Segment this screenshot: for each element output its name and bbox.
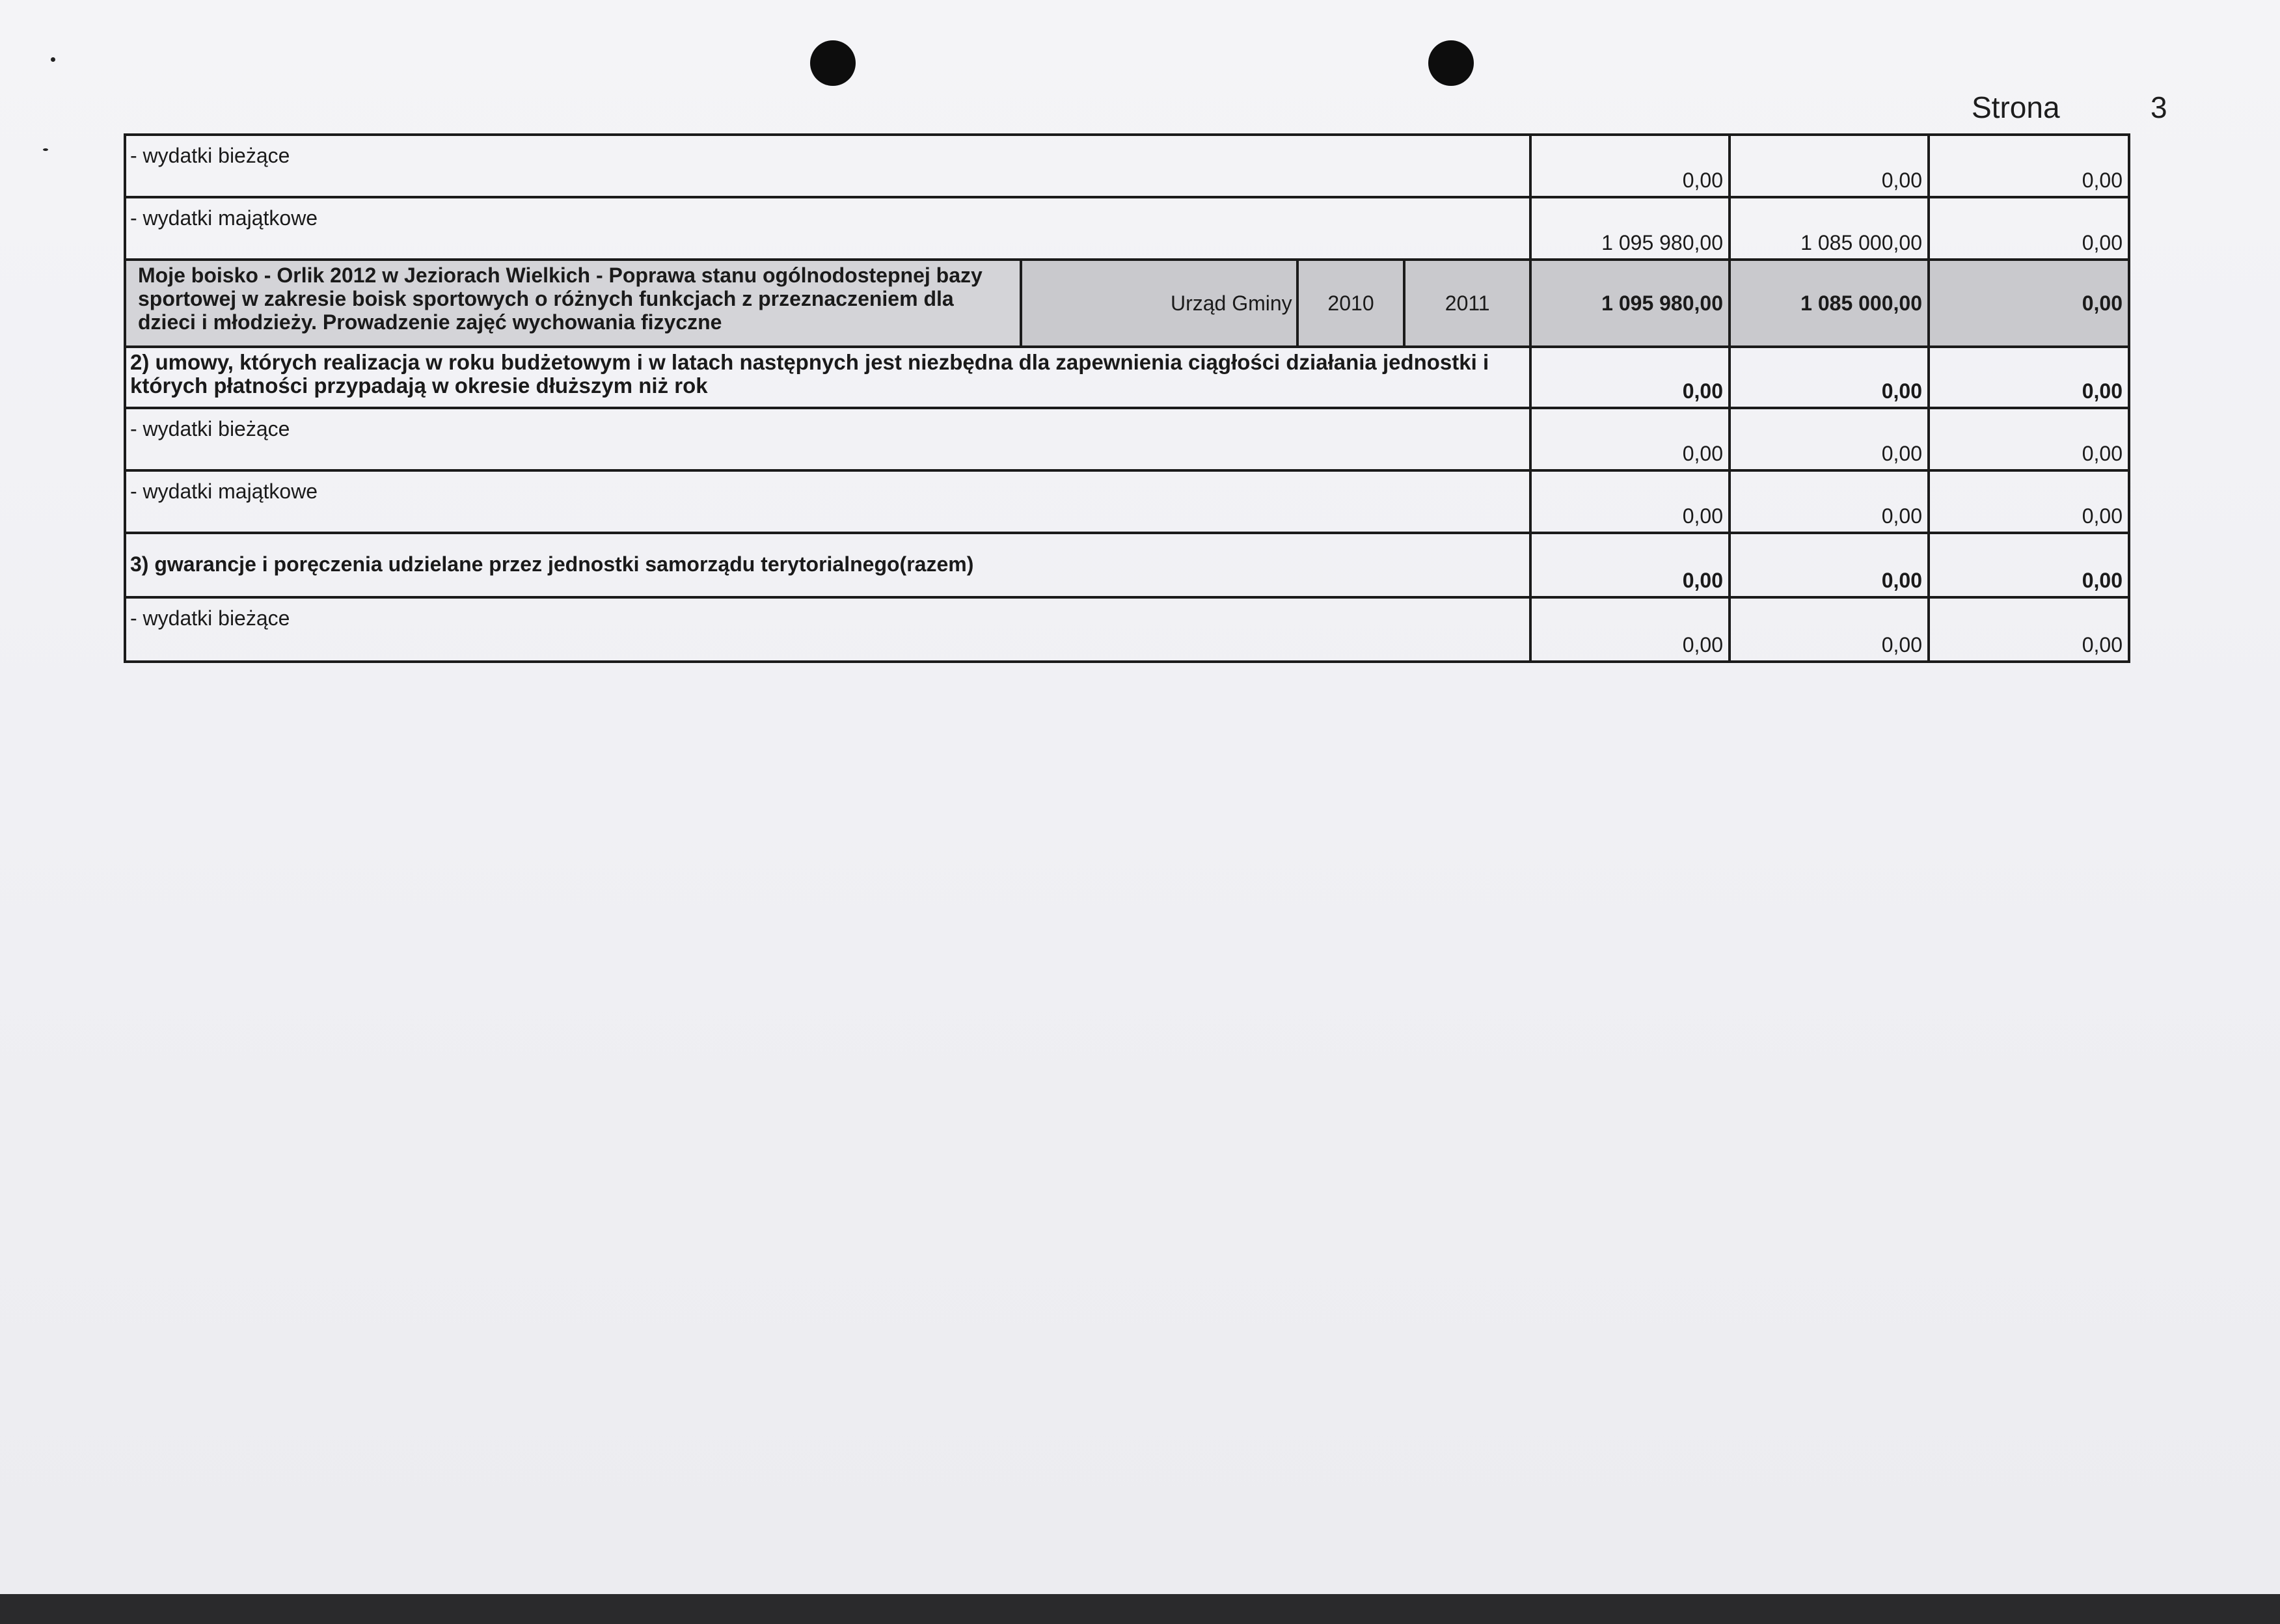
value-cell: 0,00: [1930, 534, 2130, 596]
scanner-bed-edge: [0, 1594, 2280, 1624]
table-row: [126, 348, 2130, 409]
row-label: - wydatki bieżące: [126, 409, 1532, 469]
scan-speck: [51, 57, 55, 62]
row-label: - wydatki bieżące: [126, 599, 1532, 660]
table-row: [126, 534, 2130, 599]
scan-speck: [43, 148, 48, 151]
page-number: [1972, 90, 2167, 125]
table-row: [126, 198, 2130, 261]
value-cell: 0,00: [1930, 409, 2130, 469]
value-cell: 0,00: [1930, 198, 2130, 258]
value-cell: 0,00: [1930, 472, 2130, 532]
table-row: [126, 136, 2130, 198]
value-cell: 1 085 000,00: [1731, 261, 1930, 345]
value-cell: 0,00: [1532, 472, 1731, 532]
row-label: 3) gwarancje i poręczenia udzielane przez jednostki samorządu terytorialnego(razem): [126, 534, 1532, 596]
punch-hole-right: [1428, 40, 1474, 86]
value-cell: 0,00: [1532, 409, 1731, 469]
value-cell: 0,00: [1532, 599, 1731, 660]
expenditure-table: [124, 133, 2130, 663]
value-cell: 0,00: [1731, 409, 1930, 469]
task-year-start: 2010: [1299, 261, 1406, 345]
page-number-value: 3: [2151, 90, 2167, 124]
value-cell: 0,00: [1731, 599, 1930, 660]
table-row: [126, 599, 2130, 663]
value-cell: 0,00: [1532, 348, 1731, 407]
value-cell: 1 095 980,00: [1532, 261, 1731, 345]
value-cell: 0,00: [1731, 534, 1930, 596]
punch-hole-left: [810, 40, 856, 86]
value-cell: 0,00: [1930, 348, 2130, 407]
table-row: [126, 472, 2130, 534]
task-unit: Urząd Gminy: [1022, 261, 1298, 345]
value-cell: 0,00: [1930, 136, 2130, 196]
value-cell: 1 095 980,00: [1532, 198, 1731, 258]
value-cell: 0,00: [1731, 136, 1930, 196]
value-cell: 0,00: [1731, 348, 1930, 407]
task-year-end: 2011: [1405, 261, 1529, 345]
value-cell: 0,00: [1731, 472, 1930, 532]
row-label: - wydatki majątkowe: [126, 472, 1532, 532]
row-label: 2) umowy, których realizacja w roku budżetowym i w latach następnych jest niezbędna dla zapewnienia ciągłości działania jednostki i których płatności przypadają w okresie dłuższym niż rok: [126, 348, 1532, 407]
task-row: [126, 261, 2130, 348]
value-cell: 0,00: [1930, 599, 2130, 660]
table-row: [126, 409, 2130, 472]
row-label: - wydatki bieżące: [126, 136, 1532, 196]
value-cell: 0,00: [1532, 534, 1731, 596]
row-label: - wydatki majątkowe: [126, 198, 1532, 258]
task-details: [126, 261, 1532, 345]
value-cell: 1 085 000,00: [1731, 198, 1930, 258]
value-cell: 0,00: [1930, 261, 2130, 345]
value-cell: 0,00: [1532, 136, 1731, 196]
page-label: Strona: [1972, 90, 2060, 124]
task-name: Moje boisko - Orlik 2012 w Jeziorach Wielkich - Poprawa stanu ogólnodostepnej bazy sportowej w zakresie boisk sportowych o różnych funkcjach z przeznaczeniem dla dzieci i młodzieży. Prowadzenie zajęć wychowania fizyczne: [126, 261, 1022, 345]
